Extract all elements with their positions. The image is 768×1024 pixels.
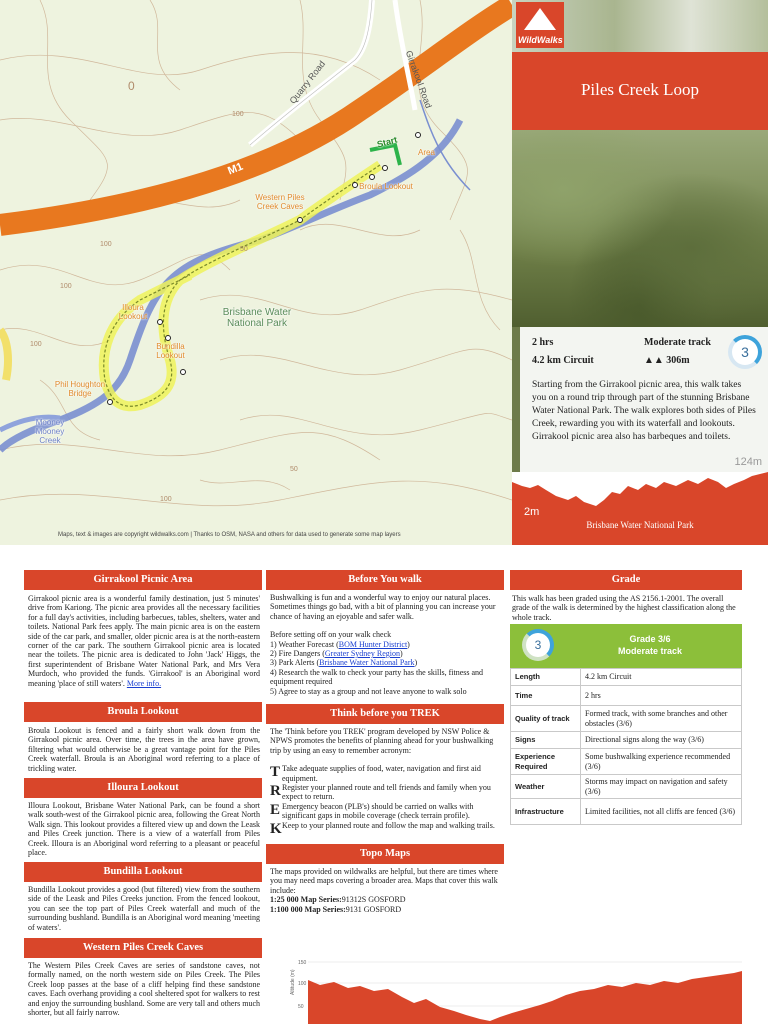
map-label-start: Start xyxy=(375,134,399,150)
section-body-broula: Broula Lookout is fenced and a fairly short walk down from the Girrakool picnic area. Over time, the trees in the area have grown, filtering what would otherwise be a great vantage point for the Piles Creek waterfall. Broula is an Aboriginal word referring to a place of trickling water. xyxy=(28,726,260,773)
grade-table-row xyxy=(511,686,742,706)
grade-table-row xyxy=(511,669,742,686)
topo-map-item xyxy=(270,905,502,914)
grade-table-row xyxy=(511,799,742,825)
grade-row-key: Weather xyxy=(511,775,581,799)
section-title-caves: Western Piles Creek Caves xyxy=(24,938,262,958)
topo-map-series: 1:25 000 Map Series: xyxy=(270,895,342,905)
section-title-girrakool: Girrakool Picnic Area xyxy=(24,570,262,590)
before-checklist-item: 3) Park Alerts (Brisbane Water National Park) xyxy=(270,658,418,668)
grade-card-subtitle: Moderate track xyxy=(617,646,683,656)
contour-label: 100 xyxy=(160,496,172,503)
contour-label: 100 xyxy=(100,241,112,248)
before-checklist xyxy=(270,630,502,696)
trek-list xyxy=(270,764,502,838)
grade-row-value: 4.2 km Circuit xyxy=(581,669,742,686)
grade-card xyxy=(510,624,742,668)
trek-row xyxy=(270,783,502,802)
section-title-grade: Grade xyxy=(510,570,742,590)
trek-letter: T xyxy=(270,764,281,781)
grade-row-key: Time xyxy=(511,686,581,706)
road-label-girrakool: Girrakool Road xyxy=(403,49,434,110)
section-body-caves: The Western Piles Creek Caves are series of sandstone caves, not formally named, on the north western side on Piles Creek. The Piles Creek loop passes at the base of a cliff helping find these sandstone caves. Each overhang providing a cool sheltered spot for walkers to rest and enjoy the surrounding bushland. Some are very tall and others much shorter, but all fairly narrow. xyxy=(28,961,260,1018)
grade-row-value: Formed track, with some branches and other obstacles (3/6) xyxy=(581,706,742,732)
difficulty: Moderate track xyxy=(644,337,711,348)
section-body-before xyxy=(270,593,502,696)
map-label-western-caves: Western Piles Creek Caves xyxy=(255,193,305,211)
walk-photo xyxy=(512,130,768,327)
elevation-gain-group xyxy=(644,355,690,366)
map-graphic xyxy=(0,0,512,545)
elevation-min: 2m xyxy=(524,506,540,518)
topo-map-series: 1:100 000 Map Series: xyxy=(270,904,346,914)
contour-label: 0 xyxy=(128,79,135,93)
section-title-trek: Think before you TREK xyxy=(266,704,504,724)
before-checklist-item: 1) Weather Forecast (BOM Hunter District) xyxy=(270,639,410,649)
trek-row xyxy=(270,802,502,821)
profile-tick: 100 xyxy=(298,981,307,987)
before-checklist-link[interactable]: Greater Sydney Region xyxy=(324,649,400,659)
logo-text: WildWalks xyxy=(518,35,563,45)
map-label-park: Brisbane Water National Park xyxy=(222,307,292,329)
grade-ring-icon: 3 xyxy=(728,335,762,369)
grade-table-row xyxy=(511,732,742,749)
contour-label: 100 xyxy=(30,341,42,348)
grade-card-ring-icon: 3 xyxy=(522,629,554,661)
trek-letter: R xyxy=(270,783,281,800)
title-bar xyxy=(512,52,768,130)
trek-letter: K xyxy=(270,820,282,837)
profile-ylabel: Altitude (m) xyxy=(290,969,296,995)
section-title-broula: Broula Lookout xyxy=(24,702,262,722)
grade-row-key: Length xyxy=(511,669,581,686)
trek-text: Keep to your planned route and follow the map and walking trails. xyxy=(282,820,495,830)
contour-label: 100 xyxy=(60,283,72,290)
road-label-m1: M1 xyxy=(226,160,245,178)
grade-table-row xyxy=(511,706,742,732)
topo-map-name: 91312S GOSFORD xyxy=(341,895,406,905)
walk-summary: Starting from the Girrakool picnic area, this walk takes you on a round trip through part of the stunning Brisbane Water National Park. The walk explores both sides of Piles Creek, rewarding you with its waterfall and lookouts. Girrakool picnic area also has barbeques and toilets. xyxy=(532,380,756,442)
section-body-bundilla: Bundilla Lookout provides a good (but filtered) view from the southern side of the Leask and Piles Creeks junction. From the fenced lookout, you can see the top part of Piles Creek waterfall and much of the surrounding bushland. Bundilla is an Aboriginal word meaning 'meeting of waters'. xyxy=(28,885,260,932)
elevation-gain: 306m xyxy=(666,355,690,366)
map-label-bundilla: Bundilla Lookout xyxy=(156,342,185,360)
before-checklist-intro: Before setting off on your walk check xyxy=(270,630,392,640)
trek-row xyxy=(270,764,502,783)
before-checklist-item: 5) Agree to stay as a group and not leave anyone to walk solo xyxy=(270,686,467,696)
map-label-mooney: Mooney Mooney Creek xyxy=(35,418,65,445)
topo-intro: The maps provided on wildwalks are helpful, but there are times where you may need maps covering a broader area. Maps that cover this walk include: xyxy=(270,867,498,895)
grade-row-value: Storms may impact on navigation and safety (3/6) xyxy=(581,775,742,799)
trek-row xyxy=(270,821,502,839)
grade-row-key: Signs xyxy=(511,732,581,749)
before-checklist-link[interactable]: Brisbane Water National Park xyxy=(319,658,415,668)
contour-label: 50 xyxy=(240,246,248,253)
park-name: Brisbane Water National Park xyxy=(586,520,694,530)
map-credit: Maps, text & images are copyright wildwalks.com | Thanks to OSM, NASA and others for data used to generate some map layers xyxy=(58,532,401,538)
grade-table-row xyxy=(511,775,742,799)
walk-map[interactable] xyxy=(0,0,512,545)
section-body-illoura: Illoura Lookout, Brisbane Water National Park, can be found a short walk south-west of the Girrakool picnic area, following the Great North Walk sign. This lookout provides a filtered view up and down the Leask and Piles Creek junction. There is a view of a waterfall from Piles Creek. Illoura is an Aboriginal word referring to a pleasant or peaceful place. xyxy=(28,801,260,858)
section-body-trek xyxy=(270,727,502,839)
elevation-max: 124m xyxy=(734,456,762,468)
girrakool-more-info-link[interactable]: More info. xyxy=(126,678,162,688)
trek-text: Take adequate supplies of food, water, navigation and first aid equipment. xyxy=(282,764,481,783)
elevation-mini-profile xyxy=(512,456,768,545)
road-label-quarry: Quarry Road xyxy=(287,58,328,106)
before-checklist-item: 4) Research the walk to check your party has the skills, fitness and equipment required xyxy=(270,667,484,687)
duration: 2 hrs xyxy=(532,337,554,348)
section-title-before: Before You walk xyxy=(266,570,504,590)
elevation-icon: ▲▲ xyxy=(644,355,664,366)
topo-map-name: 9131 GOSFORD xyxy=(345,904,402,914)
grade-row-value: Limited facilities, not all cliffs are fenced (3/6) xyxy=(581,799,742,825)
girrakool-text: Girrakool picnic area is a wonderful family destination, just 5 minutes' drive from Kariong. The picnic area provides all the necessary facilities for a full day's activities, including barbecues, tables, shelters, water and toilets. National Park fees apply. The main picnic area is on the eastern side of the car park, and smaller, older picnic area is at the north-eastern corner of the car park. The southern Girrakool picnic area is located near the toilets. The picnic area is dedicated to John 'Jack' Higgs, the first superintendent of Brisbane Water National Park, and Mrs Vera Murdoch, who provided the funds. 'Girrakool' is an Aboriginal word meaning 'place of still waters'. xyxy=(28,594,260,688)
contour-lines xyxy=(0,0,512,506)
wildwalks-logo[interactable] xyxy=(516,2,564,48)
map-label-phil-houghton: Phil Houghton Bridge xyxy=(54,380,106,398)
topo-map-item xyxy=(270,895,502,904)
grade-row-key: Experience Required xyxy=(511,749,581,775)
walk-summary-panel xyxy=(512,0,768,545)
before-checklist-link[interactable]: BOM Hunter District xyxy=(338,639,408,649)
map-label-area: Area xyxy=(418,148,435,157)
mountain-icon xyxy=(524,8,556,30)
section-title-bundilla: Bundilla Lookout xyxy=(24,862,262,882)
map-label-broula: Broula Lookout xyxy=(359,182,413,191)
grade-intro: This walk has been graded using the AS 2156.1-2001. The overall grade of the walk is determined by the highest classification along the whole track. xyxy=(512,594,736,622)
grade-row-value: Some bushwalking experience recommended (3/6) xyxy=(581,749,742,775)
elevation-profile-svg xyxy=(290,955,750,1024)
elevation-mini-chart xyxy=(512,472,768,545)
profile-tick: 150 xyxy=(298,960,307,966)
contour-label: 100 xyxy=(232,111,244,118)
grade-row-key: Infrastructure xyxy=(511,799,581,825)
trek-text: Register your planned route and tell friends and family when you expect to return. xyxy=(282,783,491,802)
section-body-topo xyxy=(270,867,502,914)
grade-table xyxy=(510,668,742,825)
section-title-topo: Topo Maps xyxy=(266,844,504,864)
trek-letter: E xyxy=(270,801,281,818)
elevation-profile-chart xyxy=(290,955,750,1024)
trek-intro: The 'Think before you TREK' program developed by NSW Police & NPWS promotes the benefits of planning ahead for your bushwalking trip by using an easy to remember acronym: xyxy=(270,727,494,755)
grade-row-value: 2 hrs xyxy=(581,686,742,706)
section-title-illoura: Illoura Lookout xyxy=(24,778,262,798)
before-checklist-item: 2) Fire Dangers (Greater Sydney Region) xyxy=(270,649,403,659)
grade-table-row xyxy=(511,749,742,775)
distance: 4.2 km Circuit xyxy=(532,355,594,366)
topo-map-list xyxy=(270,895,502,914)
section-body-girrakool xyxy=(28,594,260,688)
grade-card-title: Grade 3/6 xyxy=(629,634,671,644)
trek-text: Emergency beacon (PLB's) should be carried on walks with significant gaps in mobile coverage (check terrain profile). xyxy=(282,801,474,821)
grade-row-value: Directional signs along the way (3/6) xyxy=(581,732,742,749)
profile-tick: 50 xyxy=(298,1004,304,1010)
grade-row-key: Quality of track xyxy=(511,706,581,732)
contour-label: 50 xyxy=(290,466,298,473)
map-label-illoura: Illoura Lookout xyxy=(118,303,148,321)
walk-info-box xyxy=(520,327,768,472)
before-intro: Bushwalking is fun and a wonderful way to enjoy our natural places. Sometimes things go bad, with a bit of planning you can increase your chance of having an ejoyable and safer walk. xyxy=(270,593,496,621)
grade-card-text xyxy=(570,633,730,657)
walk-title: Piles Creek Loop xyxy=(580,80,700,99)
